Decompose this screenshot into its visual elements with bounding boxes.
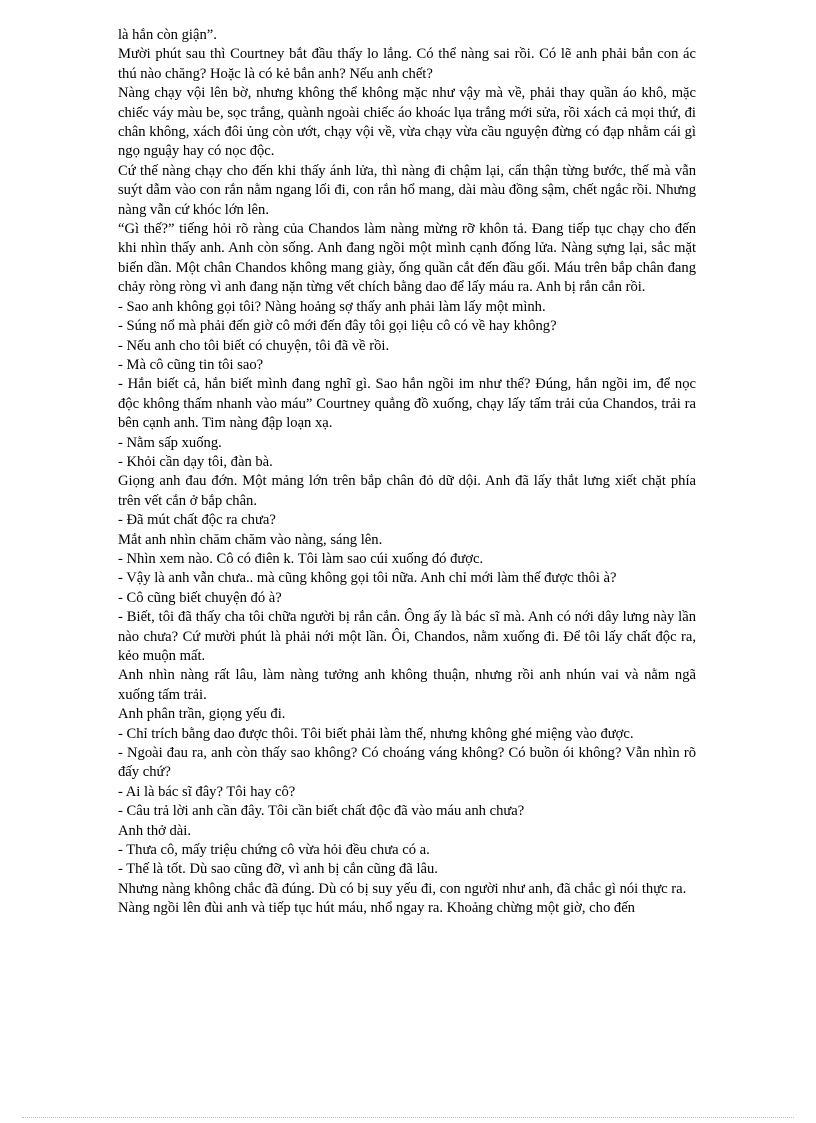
paragraph: - Nhìn xem nào. Cô có điên k. Tôi làm sao cúi xuống đó được. [118,550,484,567]
paragraph: - Câu trả lời anh cần đây. Tôi cần biết chất độc đã vào máu anh chưa? [118,803,525,820]
paragraph: - Vậy là anh vẫn chưa.. mà cũng không gọi tôi nữa. Anh chỉ mới làm thế được thôi à? [118,570,617,587]
paragraph: - Ai là bác sĩ đây? Tôi hay cô? [118,783,296,800]
paragraph: - Sao anh không gọi tôi? Nàng hoảng sợ thấy anh phải làm lấy một mình. [118,298,546,315]
paragraph: “Gì thế?” tiếng hỏi rõ ràng của Chandos làm nàng mừng rỡ khôn tả. Đang tiếp tục chạy cho đến khi nhìn thấy anh. Anh còn sống. Anh đang ngồi một mình cạnh đống lửa. Nàng sựng lại, sắc mặt biến dần. Một chân Chandos không mang giày, ống quần cắt đến đầu gối. Máu trên bắp chân đang chảy ròng ròng vì anh đang nặn từng vết chích bằng dao để lấy máu ra. Anh bị rắn cắn rồi. [118,221,696,296]
paragraph: Nhưng nàng không chắc đã đúng. Dù có bị suy yếu đi, con người như anh, đã chắc gì nói thực ra. [118,880,687,897]
paragraph: Mười phút sau thì Courtney bắt đầu thấy lo lắng. Có thể nàng sai rồi. Có lẽ anh phải bắn con ác thú nào chăng? Hoặc là có kẻ bắn anh? Nếu anh chết? [118,46,696,82]
paragraph: - Thế là tốt. Dù sao cũng đỡ, vì anh bị cắn cũng đã lâu. [118,861,438,878]
paragraph: - Mà cô cũng tin tôi sao? [118,356,264,373]
paragraph: Nàng ngồi lên đùi anh và tiếp tục hút máu, nhổ ngay ra. Khoảng chừng một giờ, cho đến [118,900,635,917]
paragraph: - Khỏi cần dạy tôi, đàn bà. [118,453,273,470]
paragraph: - Cô cũng biết chuyện đó à? [118,589,282,606]
paragraph: - Biết, tôi đã thấy cha tôi chữa người bị rắn cắn. Ông ấy là bác sĩ mà. Anh có nới dây lưng này lần nào chưa? Cứ mười phút là phải nới một lần. Ôi, Chandos, nằm xuống đi. Để tôi lấy chất độc ra, kẻo muộn mất. [118,609,696,664]
paragraph: Cứ thế nàng chạy cho đến khi thấy ánh lửa, thì nàng đi chậm lại, cẩn thận từng bước, thế mà vẫn suýt dẫm vào con rắn nằm ngang lối đi, con rắn hổ mang, dài màu đồng sậm, chết ngắc rồi. Nhưng nàng vẫn cứ khóc lớn lên. [118,162,696,218]
paragraph: - Đã mút chất độc ra chưa? [118,512,276,529]
paragraph: - Ngoài đau ra, anh còn thấy sao không? Có choáng váng không? Có buồn ói không? Vẫn nhìn rõ đấy chứ? [118,745,696,781]
paragraph: - Thưa cô, mấy triệu chứng cô vừa hỏi đều chưa có a. [118,842,430,859]
paragraph: - Nằm sấp xuống. [118,434,222,451]
page-bottom-divider [22,1117,794,1118]
document-body [118,26,696,919]
paragraph: Nàng chạy vội lên bờ, nhưng không thể không mặc như vậy mà về, phải thay quần áo khô, mặc chiếc váy màu be, sọc trắng, quành ngoài chiếc áo khoác lụa trắng mới sửa, rồi xách cả mọi thứ, đi chân không, xách đôi ủng còn ướt, chạy vội về, vừa chạy vừa cầu nguyện đừng có đạp nhằm cái gì ngọ nguậy hay có nọc độc. [118,85,696,160]
paragraph: Mắt anh nhìn chăm chăm vào nàng, sáng lên. [118,531,383,548]
paragraph: là hắn còn giận”. [118,27,217,43]
paragraph: Anh thở dài. [118,822,191,839]
paragraph: - Nếu anh cho tôi biết có chuyện, tôi đã về rồi. [118,337,390,354]
paragraph: Giọng anh đau đớn. Một mảng lớn trên bắp chân đỏ dữ dội. Anh đã lấy thắt lưng xiết chặt phía trên vết cắn ở bắp chân. [118,473,696,509]
paragraph: - Chỉ trích bằng dao được thôi. Tôi biết phải làm thế, nhưng không ghé miệng vào được. [118,725,634,742]
paragraph: - Hắn biết cả, hắn biết mình đang nghĩ gì. Sao hắn ngồi im như thế? Đúng, hắn ngồi im, để nọc độc không thấm nhanh vào máu” Courtney quẳng đồ xuống, chạy lấy tấm trải của Chandos, trải ra bên cạnh anh. Tim nàng đập loạn xạ. [118,376,696,432]
paragraph: Anh phân trần, giọng yếu đi. [118,706,286,723]
paragraph: - Súng nổ mà phải đến giờ cô mới đến đây tôi gọi liệu cô có về hay không? [118,318,557,335]
paragraph: Anh nhìn nàng rất lâu, làm nàng tưởng anh không thuận, nhưng rồi anh nhún vai và nằm ngã xuống tấm trải. [118,667,696,703]
